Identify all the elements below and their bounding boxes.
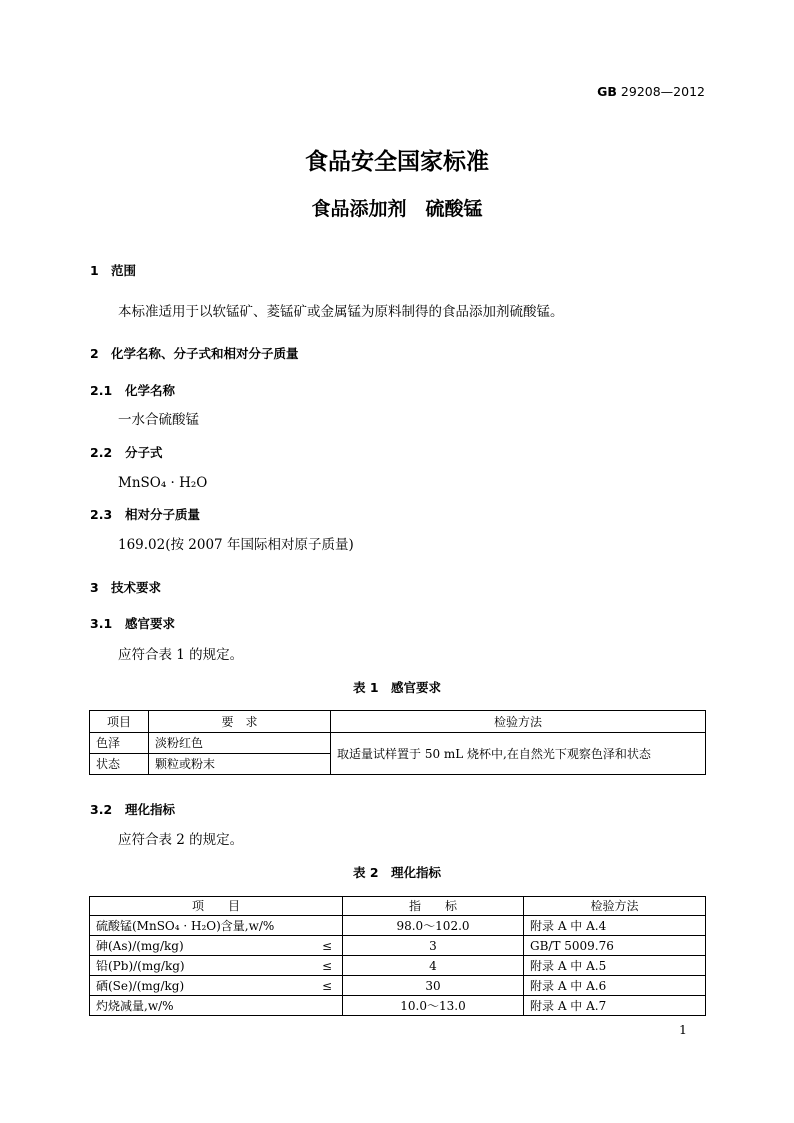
table-2-physicochemical [89, 896, 706, 1016]
standard-code [597, 86, 705, 99]
section-3-2-text: 应符合表 2 的规定。 [118, 832, 244, 848]
table-row [90, 996, 706, 1016]
table-cell-item [90, 916, 343, 936]
standard-code-number: 29208—2012 [620, 84, 705, 99]
table-cell-method: 取适量试样置于 50 mL 烧杯中,在自然光下观察色泽和状态 [331, 733, 706, 775]
section-3-number: 3 [90, 580, 99, 595]
document-title: 食品安全国家标准 [305, 149, 489, 175]
table-cell-method: 附录 A 中 A.4 [524, 916, 706, 936]
item-label: 硒(Se)/(mg/kg) [96, 978, 185, 993]
table-cell-value: 98.0～102.0 [343, 916, 524, 936]
table-cell-method: 附录 A 中 A.7 [524, 996, 706, 1016]
section-1-title: 范围 [111, 263, 137, 278]
table-cell-item [90, 976, 343, 996]
section-3-title: 技术要求 [111, 580, 162, 595]
table-header-row [90, 711, 706, 733]
table-row [90, 916, 706, 936]
section-2-2-number: 2.2 [90, 445, 113, 460]
table-header-cell: 项 目 [90, 897, 343, 916]
table-header-cell: 检验方法 [524, 897, 706, 916]
standard-code-prefix: GB [597, 84, 617, 99]
section-3-1-text: 应符合表 1 的规定。 [118, 647, 244, 663]
molecular-formula: MnSO₄ · H₂O [118, 475, 208, 491]
table-1-caption: 表 1 感官要求 [352, 680, 442, 695]
section-1-number: 1 [90, 263, 99, 278]
section-2-2-title: 分子式 [125, 445, 163, 460]
table-header-row [90, 897, 706, 916]
less-equal-symbol: ≤ [321, 938, 332, 953]
document-subtitle: 食品添加剂 硫酸锰 [311, 198, 483, 220]
table-header-cell: 项目 [90, 711, 149, 733]
section-3-1-title: 感官要求 [125, 616, 176, 631]
section-2-3-text: 169.02(按 2007 年国际相对原子质量) [118, 537, 354, 553]
table-cell-method: 附录 A 中 A.6 [524, 976, 706, 996]
item-label: 硫酸锰(MnSO₄ · H₂O)含量,w/% [96, 918, 275, 933]
table-cell-value: 4 [343, 956, 524, 976]
table-header-cell: 检验方法 [331, 711, 706, 733]
section-3-2-title: 理化指标 [125, 802, 176, 817]
table-cell-item [90, 956, 343, 976]
table-header-cell: 要 求 [149, 711, 331, 733]
table-cell-method: 附录 A 中 A.5 [524, 956, 706, 976]
table-row [90, 956, 706, 976]
item-label: 灼烧减量,w/% [96, 998, 174, 1013]
less-equal-symbol: ≤ [321, 958, 332, 973]
table-cell-requirement: 淡粉红色 [149, 733, 331, 754]
section-2-title: 化学名称、分子式和相对分子质量 [111, 346, 299, 361]
section-2-number: 2 [90, 346, 99, 361]
section-2-1-number: 2.1 [90, 383, 113, 398]
table-cell-item [90, 936, 343, 956]
table-1-sensory [89, 710, 706, 775]
table-2-caption: 表 2 理化指标 [352, 865, 442, 880]
section-3-2-number: 3.2 [90, 802, 113, 817]
section-3-1-number: 3.1 [90, 616, 113, 631]
table-cell-item: 状态 [90, 754, 149, 775]
item-label: 砷(As)/(mg/kg) [96, 938, 184, 953]
item-label: 铅(Pb)/(mg/kg) [96, 958, 185, 973]
table-cell-item: 色泽 [90, 733, 149, 754]
section-2-3-title: 相对分子质量 [125, 507, 201, 522]
table-cell-value: 30 [343, 976, 524, 996]
table-row [90, 976, 706, 996]
table-header-cell: 指 标 [343, 897, 524, 916]
less-equal-symbol: ≤ [321, 978, 332, 993]
section-1-text: 本标准适用于以软锰矿、菱锰矿或金属锰为原料制得的食品添加剂硫酸锰。 [118, 304, 564, 320]
section-2-1-text: 一水合硫酸锰 [118, 412, 199, 428]
table-cell-value: 3 [343, 936, 524, 956]
section-2-3-number: 2.3 [90, 507, 113, 522]
table-cell-value: 10.0～13.0 [343, 996, 524, 1016]
table-row [90, 936, 706, 956]
table-cell-item [90, 996, 343, 1016]
table-cell-requirement: 颗粒或粉末 [149, 754, 331, 775]
section-2-1-title: 化学名称 [125, 383, 176, 398]
table-cell-method: GB/T 5009.76 [524, 936, 706, 956]
page-number: 1 [679, 1022, 687, 1037]
table-row [90, 733, 706, 754]
